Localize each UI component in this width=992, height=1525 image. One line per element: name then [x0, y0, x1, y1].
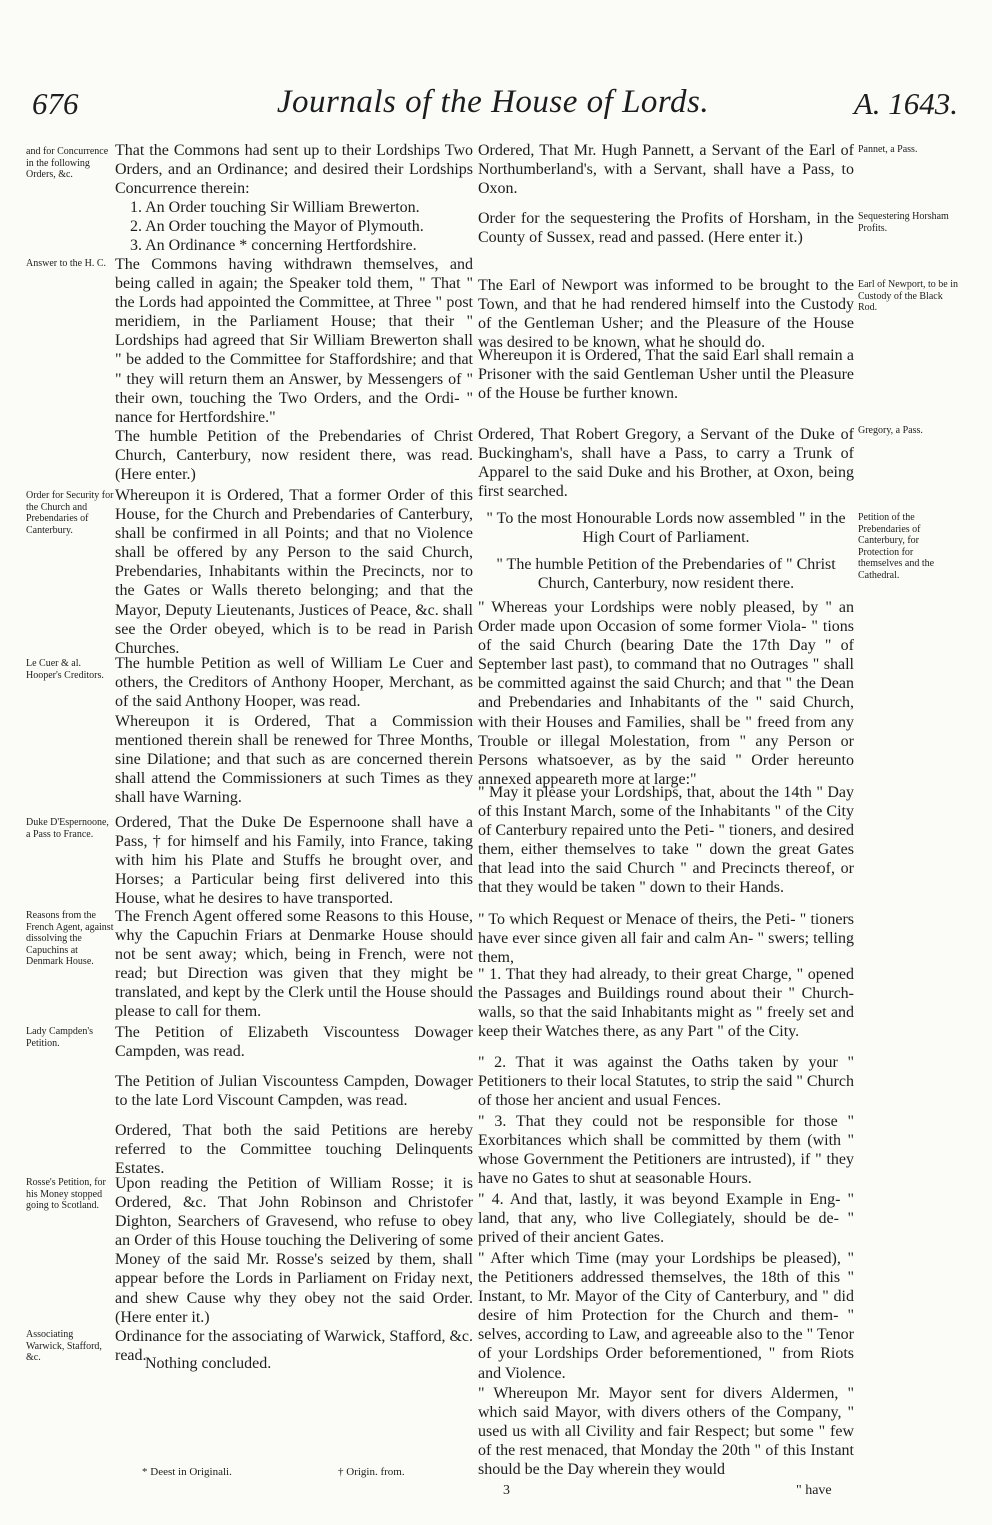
footnote-1: * Deest in Originali.: [142, 1466, 232, 1478]
left-paragraph-2: The Commons having withdrawn themselves, and being called in again; the Speaker told them, " That " the Lords had appointed the Committee, at Three " post meridiem, in the Parliament House; that their " Lordships had agreed that Sir William Brewerton shall " be added to the Committee for Staffordshire; and that " they will return them an Answer, by Messengers of " their own, touching the Two Orders, and the Ordi- " nance for Hertfordshire.": [115, 256, 473, 426]
left-paragraph-10: The Petition of Julian Viscountess Campden, Dowager to the late Lord Viscount Campden, was read.: [115, 1073, 473, 1110]
margin-note-sequestering: Sequestering Horsham Profits.: [858, 211, 949, 234]
petition-title: " The humble Petition of the Prebendaries of " Christ Church, Canterbury, now resident there.: [496, 556, 836, 593]
left-paragraph-14: Nothing concluded.: [145, 1355, 272, 1372]
right-paragraph-16: " Whereupon Mr. Mayor sent for divers Aldermen, " which said Mayor, with divers others of the Company, " used us with all Civility and fair Respect; but some " few of the rest menaced, that Monday the 20th " of this Instant should be the Day wherein they would: [478, 1385, 854, 1479]
petition-address: " To the most Honourable Lords now assembled " in the High Court of Parliament.: [486, 510, 846, 547]
footnote-2: † Origin. from.: [338, 1466, 405, 1478]
margin-note-newport: Earl of Newport, to be in Custody of the Black Rod.: [858, 279, 958, 314]
left-paragraph-12: Upon reading the Petition of William Rosse; it is Ordered, &c. That John Robinson and Christofer Dighton, Searchers of Gravesend, who refuse to obey an Order of this House touching the Delivering of some Money of the said Mr. Rosse's seized by them, shall appear before the Lords in Parliament on Friday next, and shew Cause why they obey not the said Order. (Here enter it.): [115, 1175, 473, 1326]
left-paragraph-11: Ordered, That both the said Petitions are hereby referred to the Committee touching Delinquents Estates.: [115, 1122, 473, 1178]
margin-note-associating: Associating Warwick, Stafford, &c.: [26, 1329, 102, 1364]
right-paragraph-5: Ordered, That Robert Gregory, a Servant of the Duke of Buckingham's, shall have a Pass, to carry a Trunk of Apparel to the said Duke and his Brother, at Oxon, being first searched.: [478, 426, 854, 501]
left-paragraph-4: Whereupon it is Ordered, That a former Order of this House, for the Church and Prebendaries of Canterbury, shall be confirmed in all Points; and that no Violence shall be offered by any Person to the said Church, Prebendaries, Inhabitants within the Precincts, nor to the Gates or Walls thereto belonging; and that the Mayor, Deputy Lieutenants, Justices of Peace, &c. shall see the Order obeyed, which is to be read in Parish Churches.: [115, 487, 473, 657]
margin-note-prebendaries: Petition of the Prebendaries of Canterbury, for Protection for themselves and the Cathedral.: [858, 512, 935, 581]
page-header: [28, 82, 958, 126]
margin-note-gregory: Gregory, a Pass.: [858, 425, 923, 436]
left-paragraph-8: The French Agent offered some Reasons to this House, why the Capuchin Friars at Denmarke House should not be sent away; which, being in French, were not read; but Direction was given that they might be translated, and kept by the Clerk until the House should please to call for them.: [115, 908, 473, 1021]
signature-mark: 3: [503, 1483, 510, 1498]
list-item: 3. An Ordinance * concerning Hertfordshire.: [130, 237, 417, 255]
margin-note-lecuer: Le Cuer & al. Hooper's Creditors.: [26, 658, 104, 681]
margin-note-answer: Answer to the H. C.: [26, 258, 106, 269]
left-paragraph-6: Whereupon it is Ordered, That a Commission mentioned therein shall be renewed for Three Months, sine Dilatione; and that such as are concerned therein shall attend the Commissioners at such Times as they shall have Warning.: [115, 713, 473, 807]
margin-note-rosse: Rosse's Petition, for his Money stopped going to Scotland.: [26, 1177, 106, 1212]
left-paragraph-13: Ordinance for the associating of Warwick, Stafford, &c. read.: [115, 1328, 474, 1365]
margin-note-french: Reasons from the French Agent, against dissolving the Capuchins at Denmark House.: [26, 910, 114, 968]
right-paragraph-10: " To which Request or Menace of theirs, the Peti- " tioners have ever since given all fair and calm An- " swers; telling them,: [478, 911, 854, 967]
right-paragraph-15: " After which Time (may your Lordships be pleased), " the Petitioners addressed themselves, the 18th of this " Instant, to Mr. Mayor of the City of Canterbury, and " did desire of him Protection for the Church and them- " selves, according to Law, and agreeable also to the " Tenor of your Lordships Order beforementioned, " from Riots and Violence.: [478, 1250, 854, 1382]
left-paragraph-7: Ordered, That the Duke De Espernoone shall have a Pass, † for himself and his Family, into France, taking with him his Plate and Stuffs he brought over, and Horses; a Particular being first delivered into this House, what he desires to have transported.: [115, 814, 473, 908]
right-paragraph-8: " Whereas your Lordships were nobly pleased, by " an Order made upon Occasion of some former Viola- " tions of the said Church (bearing Date the 17th Day " of September last past), to command that no Outrages " shall be committed against the said Church; and that " the Dean and Prebendaries and Inhabitants of the " said Church, with their Houses and Families, shall be " freed from any Trouble or illegal Molestation, from " any Person or Persons whatsoever, as by the said " Order hereunto annexed appeareth more at large:": [478, 599, 854, 788]
left-paragraph-1: That the Commons had sent up to their Lordships Two Orders, and an Ordinance; and desired their Lordships Concurrence therein:: [115, 142, 473, 198]
margin-note-pannet: Pannet, a Pass.: [858, 144, 918, 155]
left-paragraph-9: The Petition of Elizabeth Viscountess Dowager Campden, was read.: [115, 1024, 473, 1061]
margin-note-security: Order for Security for the Church and Prebendaries of Canterbury.: [26, 490, 114, 536]
right-paragraph-14: " 4. And that, lastly, it was beyond Example in Eng- " land, that any, who live Collegiately, should be de- " prived of their ancient Gates.: [478, 1191, 854, 1247]
page-number: 676: [32, 86, 79, 121]
catchword: " have: [796, 1483, 832, 1498]
right-paragraph-1: Ordered, That Mr. Hugh Pannett, a Servant of the Earl of Northumberland's, with a Servant, shall have a Pass, to Oxon.: [478, 142, 854, 198]
right-paragraph-2: Order for the sequestering the Profits of Horsham, in the County of Sussex, read and passed. (Here enter it.): [478, 210, 854, 247]
margin-note-concurrence: and for Concurrence in the following Orders, &c.: [26, 146, 109, 181]
right-paragraph-4: Whereupon it is Ordered, That the said Earl shall remain a Prisoner with the said Gentleman Usher until the Pleasure of the House be further known.: [478, 347, 854, 403]
right-paragraph-11: " 1. That they had already, to their great Charge, " opened the Passages and Buildings round about their " Church-walls, so that the said Inhabitants might as " freely set and keep their Watches there, as any Part " of the City.: [478, 966, 854, 1041]
running-title: Journals of the House of Lords.: [276, 84, 710, 120]
margin-note-campden: Lady Campden's Petition.: [26, 1026, 94, 1049]
left-paragraph-5: The humble Petition as well of William Le Cuer and others, the Creditors of Anthony Hooper, Merchant, as of the said Anthony Hooper, was read.: [115, 655, 473, 711]
year: A. 1643.: [853, 86, 958, 121]
right-paragraph-3: The Earl of Newport was informed to be brought to the Town, and that he had rendered himself into the Custody of the Gentleman Usher; and the Pleasure of the House was desired to be known, what he should do.: [478, 277, 854, 352]
right-paragraph-9: " May it please your Lordships, that, about the 14th " Day of this Instant March, some of the Inhabitants " of the City of Canterbury repaired unto the Peti- " tioners, and desired them, either themselves to take " down the great Gates that lead into the said Church " and Precincts thereof, or that they would be taken " down to their Hands.: [478, 784, 854, 897]
right-paragraph-12: " 2. That it was against the Oaths taken by your " Petitioners to their local Statutes, to strip the said " Church of those her ancient and usual Fences.: [478, 1054, 854, 1110]
left-paragraph-3: The humble Petition of the Prebendaries of Christ Church, Canterbury, now resident there, was read. (Here enter.): [115, 428, 473, 484]
right-paragraph-13: " 3. That they could not be responsible for those " Exorbitances which shall be committed by them (with " whose Government the Petitioners are intrusted), if " they have no Gates to shut at seasonable Hours.: [478, 1113, 854, 1188]
list-item: 1. An Order touching Sir William Brewerton.: [130, 199, 420, 216]
margin-note-despernoone: Duke D'Espernoone, a Pass to France.: [26, 817, 109, 840]
orders-list: [130, 198, 470, 255]
list-item: 2. An Order touching the Mayor of Plymouth.: [130, 218, 424, 236]
